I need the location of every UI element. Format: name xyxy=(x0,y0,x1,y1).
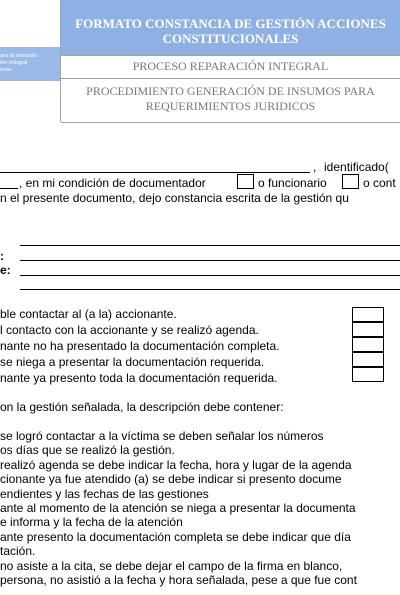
instruction-7: e informa y la fecha de la atención xyxy=(0,515,183,529)
instruction-9: tación. xyxy=(0,544,36,558)
field2-label: e: xyxy=(0,263,11,277)
constancia-text: n el presente documento, dejo constancia escrita de la gestión qu xyxy=(0,191,349,205)
option-3-checkbox[interactable] xyxy=(352,337,384,352)
option-4-checkbox[interactable] xyxy=(352,352,384,367)
option-3: nante no ha presentado la documentación completa. xyxy=(0,339,280,353)
document-title: FORMATO CONSTANCIA DE GESTIÓN ACCIONES CONSTITUCIONALES xyxy=(75,16,386,46)
id-line[interactable] xyxy=(0,188,18,189)
instruction-1: se logró contactar a la víctima se deben señalar los números xyxy=(0,429,324,443)
field1-line[interactable] xyxy=(20,260,400,261)
instruction-2: os días que se realizó la gestión. xyxy=(0,443,175,457)
contratista-label: o cont xyxy=(363,176,396,190)
procedure-cell xyxy=(61,79,400,123)
instruction-4: cionante ya fue atendido (a) se debe indicar si presento docume xyxy=(0,472,342,486)
identificado-label: identificado( xyxy=(324,160,389,174)
logo-text: ara la atención ión integral imas xyxy=(0,53,37,73)
field1-label: : xyxy=(0,249,4,263)
option-1-checkbox[interactable] xyxy=(352,307,384,322)
option-5-checkbox[interactable] xyxy=(352,367,384,382)
option-2-checkbox[interactable] xyxy=(352,322,384,337)
process-cell xyxy=(61,56,400,79)
funcionario-label: o funcionario xyxy=(258,176,327,190)
process-name: PROCESO REPARACIÓN INTEGRAL xyxy=(132,59,329,73)
name-line[interactable] xyxy=(0,172,310,173)
gestion-heading: on la gestión señalada, la descripción debe contener: xyxy=(0,400,284,414)
instruction-6: ante al momento de la atención se niega a presentar la documenta xyxy=(0,501,356,515)
field2-line[interactable] xyxy=(20,275,400,276)
instruction-10: no asiste a la cita, se debe dejar el campo de la firma en blanco, xyxy=(0,559,343,573)
instruction-3: realizó agenda se debe indicar la fecha, hora y lugar de la agenda xyxy=(0,458,352,472)
procedure-name: PROCEDIMIENTO GENERACIÓN DE INSUMOS PARA REQUERIMIENTOS JURIDICOS xyxy=(86,84,375,113)
instruction-5: endientes y las fechas de las gestiones xyxy=(0,487,209,501)
condition-label: , en mi condición de documentador xyxy=(19,176,206,190)
field3-line[interactable] xyxy=(20,289,400,290)
option-5: nante ya presento toda la documentación requerida. xyxy=(0,371,278,385)
separator-line xyxy=(20,245,400,246)
instruction-8: ante presento la documentación completa se debe indicar que día xyxy=(0,530,351,544)
document-title-cell xyxy=(61,0,400,56)
option-2: l contacto con la accionante y se realizó agenda. xyxy=(0,323,259,337)
option-1: ble contactar al (a la) accionante. xyxy=(0,307,177,321)
documentador-checkbox[interactable] xyxy=(237,174,254,189)
funcionario-checkbox[interactable] xyxy=(342,174,359,189)
comma: , xyxy=(313,160,317,174)
instruction-11: persona, no asistió a la fecha y hora señalada, pese a que fue cont xyxy=(0,573,357,587)
option-4: se niega a presentar la documentación requerida. xyxy=(0,355,265,369)
